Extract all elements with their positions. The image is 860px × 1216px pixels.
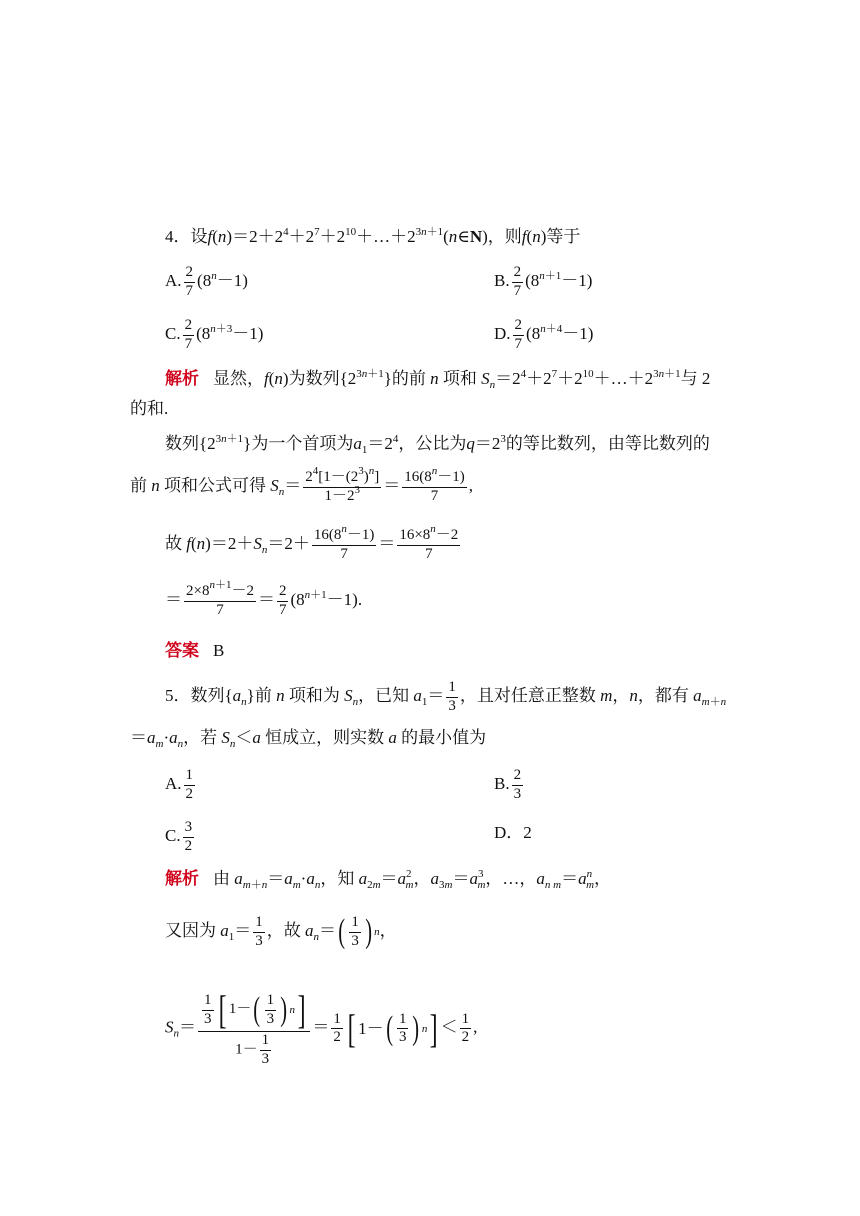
q4-stem-suffix: 等于 xyxy=(546,227,581,246)
option-label: C. xyxy=(165,826,181,846)
q5-analysis-line3: $S_n=$ $\frac{1}{3}$ [ 1－ ( $\frac{1}{3}$ ) n ] 1－ $\frac{1}{3}$ ＝ $\frac{1}{2}$ [ 1－ ( $\frac{1}{3}$ ) n ] ＜ $\frac{1}{2}$ , xyxy=(165,987,478,1067)
text: ，且对任意正整数 xyxy=(459,686,596,706)
text: 的前 xyxy=(391,369,426,388)
text: ，若 xyxy=(183,728,218,747)
option-label: A. xyxy=(165,271,182,291)
q5-option-d xyxy=(494,822,532,844)
text: 前 xyxy=(254,686,272,706)
option-label: B. xyxy=(494,774,510,794)
text: 又因为 xyxy=(165,921,216,941)
text: 由 xyxy=(213,869,230,888)
text: 与 2 xyxy=(680,369,711,388)
fraction: $\frac{3}{2}$ xyxy=(184,819,193,854)
q4-analysis-line6: ＝ $\frac{2\times 8^{n+1}-2}{7}$ ＝ $\frac{2}{7}$ $(8^{n+1}-1)$. xyxy=(165,579,363,618)
text: 项和公式可得 xyxy=(164,476,266,496)
option-label: D．2 xyxy=(494,823,532,842)
q4-option-d: D. $\frac{2}{7}$ $(8^{n+4}-1)$ xyxy=(494,317,594,352)
q5-analysis-line2: 又因为 $a_1=$ $\frac{1}{3}$ ，故 $a_n=$ ( $\frac{1}{3}$ ) n ， xyxy=(165,913,397,951)
text: 项和为 xyxy=(288,686,340,706)
fraction: $\frac{1}{3}$ [ 1－ ( $\frac{1}{3}$ ) n ] 1－ $\frac{1}{3}$ xyxy=(198,990,310,1068)
fraction xyxy=(183,318,195,353)
fraction xyxy=(513,318,525,353)
fraction: $\frac{2^4[1-(2^3)^n]}{1-2^3}$ xyxy=(305,465,380,504)
q4-analysis-line1: 解析 显然，f(n)为数列$\{2^{3n+1}\}$的前 n 项和 $S_n=2^4+2^7+2^{10}+\dots+2^{3n+1}$与 2 xyxy=(165,368,711,391)
q4-stem-mid: ，则 xyxy=(487,227,522,246)
frac-den: 7 xyxy=(514,335,523,352)
text: ，已知 xyxy=(358,686,410,706)
frac-num: 2 xyxy=(513,318,525,336)
q5-stem-line2: $=a_m\cdot a_n$，若 $S_n<a$ 恒成立，则实数 a 的最小值为 xyxy=(130,728,487,750)
fraction xyxy=(512,265,524,300)
q4-stem-prefix: 4．设 xyxy=(165,227,208,246)
analysis-tag: 解析 xyxy=(165,369,199,388)
answer-tag: 答案 xyxy=(165,641,199,660)
bracket-group: [ 1－ ( $\frac{1}{3}$ ) n ] xyxy=(347,1005,438,1051)
text: 为数列 xyxy=(288,369,340,388)
option-label: B. xyxy=(494,271,510,291)
paren-group: ( $\frac{1}{3}$ ) n xyxy=(338,913,380,951)
fraction: $\frac{1}{3}$ xyxy=(448,679,456,714)
fraction: $\frac{16(8^n-1)}{7}$ xyxy=(404,465,465,504)
q4-analysis-line5: 故 $f(n)=2+S_n=2+$ $\frac{16(8^n-1)}{7}$ ＝ $\frac{16\times 8^n-2}{7}$ xyxy=(165,523,459,562)
q4-option-b: B. $\frac{2}{7}$ $(8^{n+1}-1)$ xyxy=(494,264,593,299)
q5-option-c xyxy=(165,820,196,855)
q4-answer xyxy=(165,640,224,662)
q4-analysis-line4: 前 n 项和公式可得 $S_n=$ $\frac{2^4[1-(2^3)^n]}{1-2^3}$ ＝ $\frac{16(8^n-1)}{7}$ , xyxy=(130,465,473,504)
text: 故 xyxy=(165,534,182,554)
fraction: $\frac{1}{3}$ xyxy=(255,914,263,949)
text: 前 xyxy=(130,476,147,496)
text: 数列 xyxy=(165,434,199,453)
analysis-tag: 解析 xyxy=(165,869,199,888)
text: ，知 xyxy=(320,869,355,888)
q5-analysis-line1: 解析 由 $a_{m+n}=a_m\cdot a_n$，知 $a_{2m}=a^2_m$，$a_{3m}=a^3_m$，…，$a_{n m}=a^n_m$， xyxy=(165,868,612,891)
answer-value: B xyxy=(213,641,225,660)
fraction: $\frac{2\times 8^{n+1}-2}{7}$ xyxy=(186,579,254,618)
text: ，公比为 xyxy=(398,434,467,453)
frac-den: 7 xyxy=(185,282,194,299)
fraction: $\frac{2}{7}$ xyxy=(278,583,287,618)
q4-option-c: C. $\frac{2}{7}$ $(8^{n+3}-1)$ xyxy=(165,317,264,352)
text: ，故 xyxy=(266,921,301,941)
option-label: A. xyxy=(165,774,182,794)
q4-analysis-line3: 数列$\{2^{3n+1}\}$为一个首项为$a_1=2^4$，公比为$q=2^3$的等比数列，由等比数列的 xyxy=(165,433,710,456)
q4-stem: 4．设$f(n)=2+2^4+2^7+2^{10}+\dots+2^{3n+1}(n\in N)$，则f(n)等于 xyxy=(165,226,581,246)
frac-num: 2 xyxy=(184,265,196,283)
fraction: $\frac{1}{2}$ xyxy=(461,1010,470,1046)
q5-option-b xyxy=(494,768,525,803)
frac-num: 2 xyxy=(183,318,195,336)
fraction xyxy=(184,265,196,300)
option-label: D. xyxy=(494,324,511,344)
fraction: $\frac{2}{3}$ xyxy=(513,767,522,802)
text: 5．数列 xyxy=(165,686,225,706)
text: 项和 xyxy=(442,369,477,388)
q5-stem-line1: 5．数列$\{a_n\}$前 n 项和为 $S_n$，已知 $a_1=$ $\frac{1}{3}$ ，且对任意正整数 m，n，都有 $a_{m+n}$ xyxy=(165,679,727,714)
text: 为一个首项为 xyxy=(251,434,354,453)
q4-option-a: A. $\frac{2}{7}$ $(8^n-1)$ xyxy=(165,264,248,299)
text: 的等比数列，由等比数列的 xyxy=(505,434,710,453)
frac-den: 7 xyxy=(513,282,522,299)
text: 显然， xyxy=(213,369,264,388)
text: 恒成立，则实数 xyxy=(265,728,385,747)
fraction: $\frac{16(8^n-1)}{7}$ xyxy=(313,523,375,562)
fraction: $\frac{16\times 8^n-2}{7}$ xyxy=(399,523,459,562)
frac-num: 2 xyxy=(512,265,524,283)
option-label: C. xyxy=(165,324,181,344)
frac-den: 7 xyxy=(184,335,193,352)
fraction: $\frac{1}{2}$ xyxy=(333,1010,341,1046)
text: 的最小值为 xyxy=(401,728,487,747)
q5-option-a xyxy=(165,768,197,803)
text: ，都有 xyxy=(637,686,689,706)
fraction: $\frac{1}{2}$ xyxy=(185,767,194,802)
q4-analysis-line2: 的和. xyxy=(130,399,169,418)
